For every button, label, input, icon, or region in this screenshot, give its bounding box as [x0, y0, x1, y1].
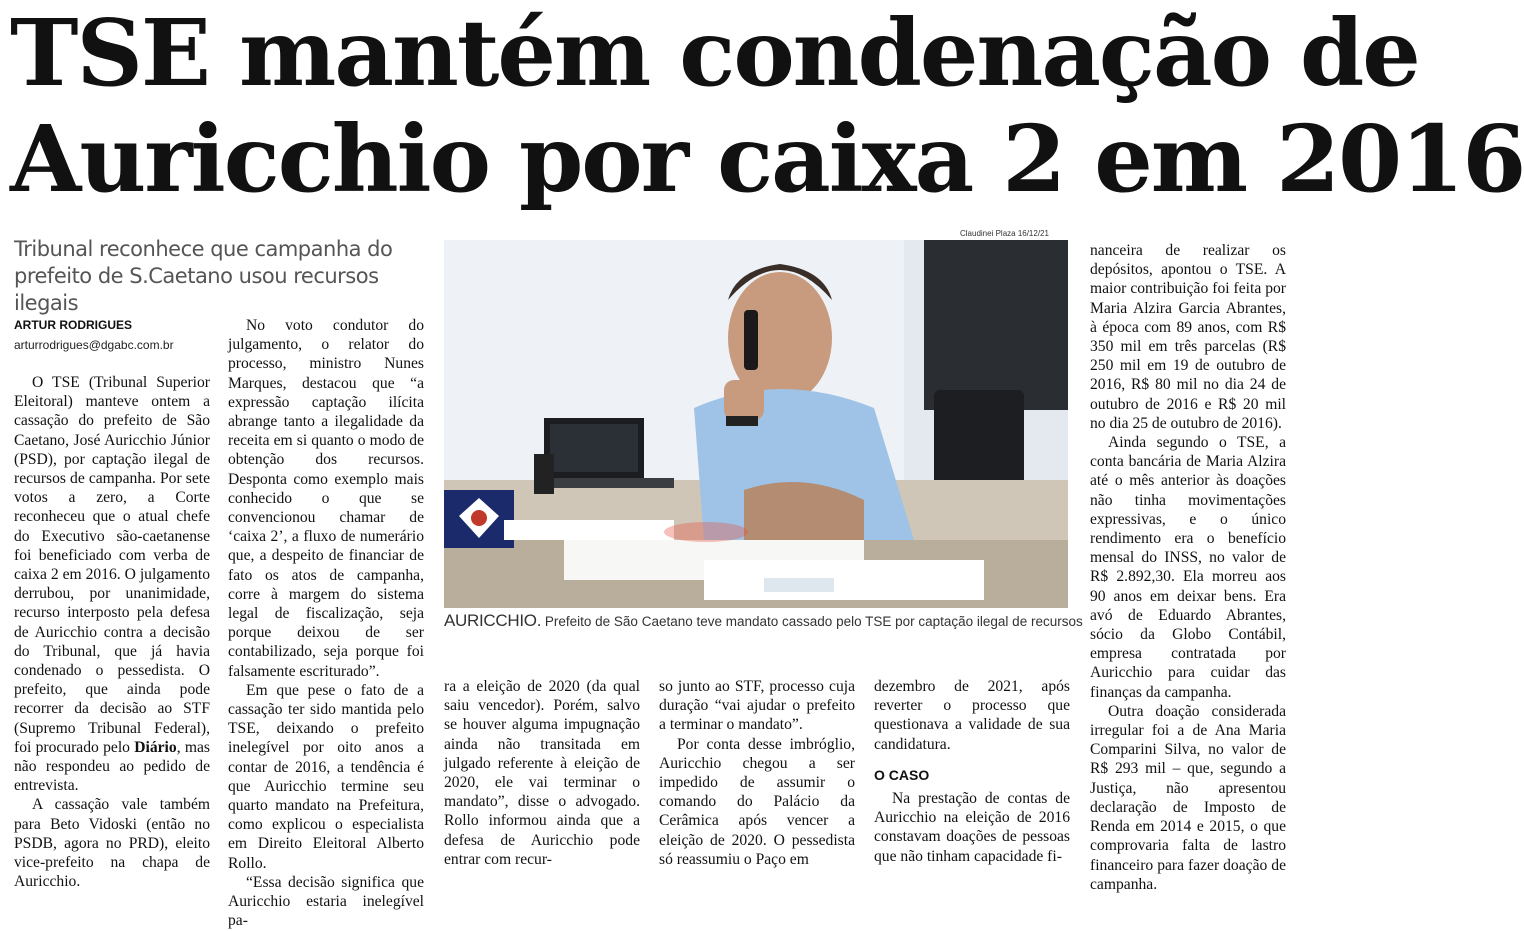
photo-credit: Claudinei Plaza 16/12/21	[960, 229, 1049, 238]
article-column-3	[444, 677, 640, 869]
paragraph: so junto ao STF, processo cuja duração “vai ajudar o prefeito a terminar o mandato”.	[659, 678, 855, 734]
subheadline: Tribunal reconhece que campanha do prefeito de S.Caetano usou recursos ilegais	[14, 237, 393, 315]
headline-line-2: Auricchio por caixa 2 em 2016	[10, 105, 1524, 213]
paragraph: Por conta desse imbróglio, Auricchio chegou a ser impedido de assumir o comando do Palácio da Cerâmica após vencer a eleição de 2020. O pessedista só reassumiu o Paço em	[659, 735, 855, 868]
headline-line-1: TSE mantém condenação de	[10, 0, 1419, 107]
paragraph: Em que pese o fato de a cassação ter sido mantida pelo TSE, deixando o prefeito inelegível por oito anos a contar de 2016, a tendência é que Auricchio termine seu quarto mandato na Prefeitura, como explicou o especialista em Direito Eleitoral Alberto Rollo.	[228, 681, 424, 872]
headline	[10, 0, 1524, 213]
paragraph: ra a eleição de 2020 (da qual saiu vencedor). Porém, salvo se houver alguma impugnação ainda não transitada em julgado referente à eleição de 2020, ele vai terminar o mandato”, disse o advogado. Rollo informou ainda que a defesa de Auricchio pode entrar com recur-	[444, 678, 640, 868]
paragraph: A cassação vale também para Beto Vidoski (então no PSDB, agora no PRD), eleito vice-prefeito na chapa de Auricchio.	[14, 796, 210, 891]
paragraph: Na prestação de contas de Auricchio na eleição de 2016 constavam doações de pessoas que não tinham capacidade fi-	[874, 790, 1070, 865]
photo-illustration	[444, 240, 1068, 608]
paragraph: No voto condutor do julgamento, o relator do processo, ministro Nunes Marques, destacou que “a expressão captação ilícita abrange tanto a ilegalidade da receita em si quanto o modo de obtenção dos recursos. Desponta como exemplo mais conhecido o que se convencionou chamar de ‘caixa 2’, a fluxo de numerário que, a despeito de financiar de fato os atos de campanha, corre à margem do sistema legal de fiscalização, seja porque deixou de ser contabilizado, seja porque foi falsamente escriturado”.	[228, 317, 424, 680]
paragraph: nanceira de realizar os depósitos, apontou o TSE. A maior contribuição foi feita por Maria Alzira Garcia Abrantes, à época com 89 anos, com R$ 350 mil em três parcelas (R$ 250 mil em 19 de outubro de 2016, R$ 80 mil no dia 24 de outubro de 2016 e R$ 20 mil no dia 25 de outubro de 2016).	[1090, 242, 1286, 432]
author-name: ARTUR RODRIGUES	[14, 318, 133, 332]
article-column-5	[874, 677, 1070, 866]
article-column-2	[228, 316, 424, 931]
paragraph: Ainda segundo o TSE, a conta bancária de Maria Alzira até o mês anterior às doações não tinha movimentações expressivas, e o único rendimento era o benefício mensal do INSS, no valor de R$ 2.892,30. Ela morreu aos 90 anos em deixar bens. Era avó de Eduardo Abrantes, sócio da Globo Contábil, empresa contratada por Auricchio para cuidar das finanças da campanha.	[1090, 434, 1286, 701]
article-photo	[444, 240, 1068, 608]
photo-caption	[444, 611, 1084, 631]
paragraph: “Essa decisão significa que Auricchio estaria inelegível pa-	[228, 873, 424, 930]
newspaper-name: Diário	[134, 738, 177, 756]
article-column-6	[1090, 241, 1286, 894]
article-column-1	[14, 373, 210, 891]
caption-lead: AURICCHIO.	[444, 611, 542, 630]
paragraph: dezembro de 2021, após reverter o processo que questionava a validade de sua candidatura.	[874, 678, 1070, 753]
author-email[interactable]: arturrodrigues@dgabc.com.br	[14, 338, 174, 352]
paragraph: O TSE (Tribunal Superior Eleitoral) manteve ontem a cassação do prefeito de São Caetano, José Auricchio Júnior (PSD), por captação ilegal de recursos de campanha. Por sete votos a zero, a Corte reconheceu que o atual chefe do Executivo são-caetanense foi beneficiado com verba de caixa 2 em 2016. O julgamento derrubou, por unanimidade, recurso interposto pela defesa de Auricchio contra a decisão do Tribunal, que já havia condenado o pessedista. O prefeito, que ainda pode recorrer da decisão ao STF (Supremo Tribunal Federal), foi procurado pelo Diário, mas não respondeu ao pedido de entrevista.	[14, 374, 211, 795]
paragraph: Outra doação considerada irregular foi a de Ana Maria Comparini Silva, no valor de R$ 293 mil – que, segundo a Justiça, não apresentou declaração de Imposto de Renda em 2014 e 2015, o que comprovaria falta de lastro financeiro para fazer doação de campanha.	[1090, 702, 1286, 893]
caption-text: Prefeito de São Caetano teve mandato cassado pelo TSE por captação ilegal de recursos	[541, 614, 1083, 629]
section-heading: O CASO	[874, 766, 930, 783]
article-column-4	[659, 677, 855, 869]
